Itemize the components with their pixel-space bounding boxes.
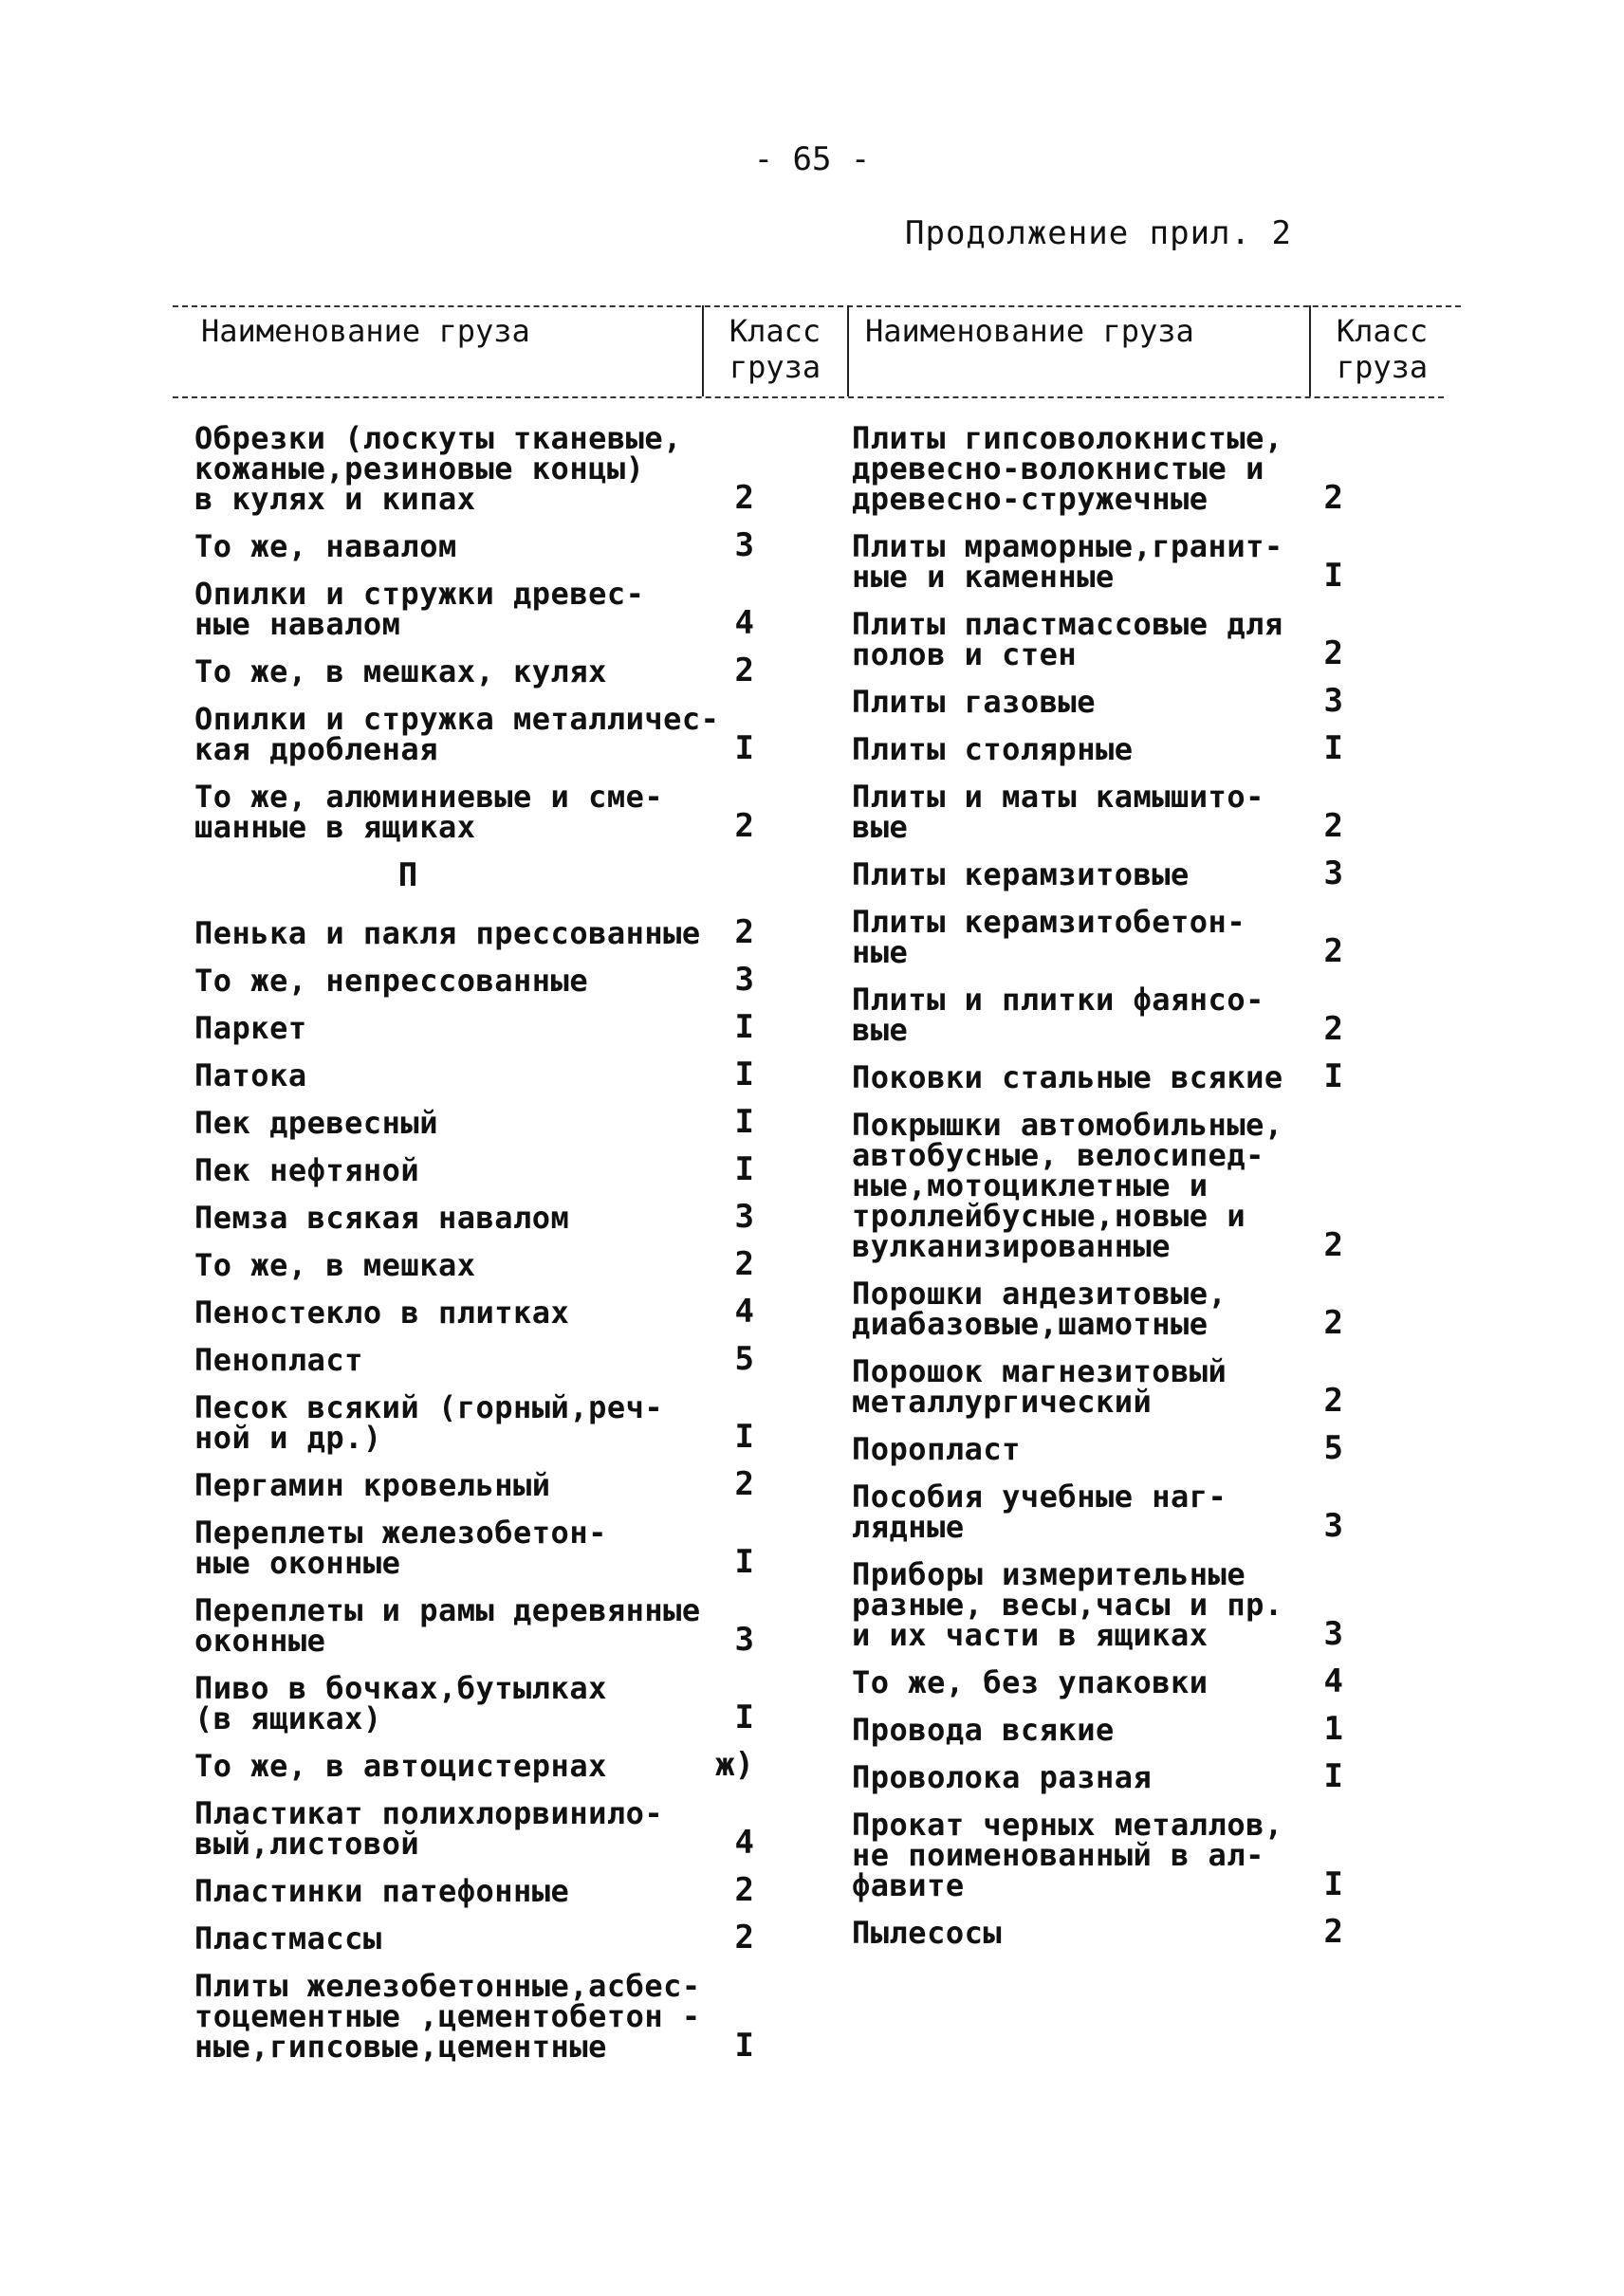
cargo-class: I: [734, 2027, 754, 2065]
cargo-name: То же, алюминиевые и сме- шанные в ящиках: [194, 779, 664, 845]
cargo-class: 2: [734, 652, 754, 689]
table-row: [852, 982, 1343, 1048]
table-row: [852, 682, 1343, 720]
cargo-name: Песок всякий (горный,реч- ной и др.): [194, 1389, 664, 1456]
cargo-name: Опилки и стружка металличес- кая дробленая: [194, 701, 720, 767]
cargo-name: Пергамин кровельный: [194, 1467, 551, 1503]
table-row: [194, 1968, 754, 2065]
right-column: [852, 420, 1343, 1965]
table-top-rule: [173, 305, 1461, 307]
cargo-class: 5: [734, 1340, 754, 1378]
cargo-class: I: [734, 1008, 754, 1046]
cargo-class: 4: [734, 1293, 754, 1331]
left-column: [194, 420, 754, 2079]
cargo-name: Пиво в бочках,бутылках (в ящиках): [194, 1670, 607, 1736]
table-row: [852, 1556, 1343, 1653]
table-row: [194, 1670, 754, 1736]
table-row: [194, 1008, 754, 1046]
table-row: [852, 1479, 1343, 1545]
cargo-class: I: [1323, 557, 1343, 595]
cargo-class: I: [1323, 1757, 1343, 1795]
table-row: [852, 779, 1343, 845]
cargo-class: 4: [734, 604, 754, 642]
cargo-name: Опилки и стружки древес- ные навалом: [194, 576, 645, 642]
table-row: [852, 1913, 1343, 1951]
table-row: [194, 1871, 754, 1909]
table-row: [852, 1757, 1343, 1795]
cargo-name: Пеностекло в плитках: [194, 1295, 570, 1331]
cargo-class: 2: [734, 479, 754, 517]
table-row: [852, 420, 1343, 517]
cargo-name: Пенька и пакля прессованные: [194, 915, 701, 951]
cargo-class: 2: [1323, 1304, 1343, 1342]
cargo-name: То же, без упаковки: [852, 1664, 1209, 1700]
cargo-name: Плиты столярные: [852, 731, 1134, 767]
section-letter: П: [397, 856, 418, 894]
cargo-name: То же, навалом: [194, 528, 457, 564]
cargo-name: Порошки андезитовые, диабазовые,шамотные: [852, 1276, 1227, 1342]
cargo-class: 2: [734, 1919, 754, 1956]
table-row: [852, 1057, 1343, 1095]
table-row: [194, 1103, 754, 1141]
table-row: [194, 913, 754, 951]
cargo-name: Проволока разная: [852, 1759, 1153, 1795]
cargo-class: 2: [734, 1871, 754, 1909]
cargo-name: Пек древесный: [194, 1105, 438, 1141]
cargo-class: I: [734, 1418, 754, 1456]
header-class-left: Класс груза: [729, 313, 821, 385]
cargo-name: Плиты газовые: [852, 684, 1096, 720]
cargo-name: Пылесосы: [852, 1915, 1003, 1951]
table-row: [194, 961, 754, 999]
cargo-class: 3: [734, 526, 754, 564]
table-row: [852, 606, 1343, 672]
cargo-name: Пек нефтяной: [194, 1152, 420, 1188]
cargo-class: 3: [1323, 854, 1343, 892]
cargo-name: Плиты и плитки фаянсо- вые: [852, 982, 1264, 1048]
table-row: [852, 1353, 1343, 1420]
cargo-name: То же, в мешках, кулях: [194, 653, 607, 689]
cargo-class: I: [1323, 1057, 1343, 1095]
cargo-class: 3: [1323, 1507, 1343, 1545]
cargo-class: 1: [1323, 1710, 1343, 1748]
cargo-class: 2: [1323, 932, 1343, 970]
cargo-class: I: [734, 1103, 754, 1141]
cargo-name: Пластмассы: [194, 1920, 382, 1956]
cargo-name: Порошок магнезитовый металлургический: [852, 1353, 1227, 1420]
cargo-name: Пособия учебные наг- лядные: [852, 1479, 1227, 1545]
cargo-class: 2: [734, 1465, 754, 1503]
table-row: [852, 528, 1343, 595]
table-row: [194, 1198, 754, 1236]
header-name-left: Наименование груза: [201, 313, 530, 349]
cargo-name: Плиты мраморные,гранит- ные и каменные: [852, 528, 1283, 595]
table-row: [852, 1710, 1343, 1748]
cargo-name: Плиты пластмассовые для полов и стен: [852, 606, 1283, 672]
cargo-name: Плиты керамзитобетон- ные: [852, 904, 1246, 970]
cargo-class: 2: [734, 807, 754, 845]
table-row: [194, 1056, 754, 1093]
cargo-class: 2: [1323, 1382, 1343, 1420]
cargo-name: Приборы измерительные разные, весы,часы и пр. и их части в ящиках: [852, 1556, 1283, 1653]
table-row: [194, 1150, 754, 1188]
header-name-right: Наименование груза: [865, 313, 1194, 349]
cargo-class: 2: [1323, 1913, 1343, 1951]
cargo-class: I: [1323, 729, 1343, 767]
table-header-bottom-rule: [173, 396, 1444, 398]
cargo-class: I: [734, 1056, 754, 1093]
cargo-name: Прокат черных металлов, не поименованный в ал- фавите: [852, 1807, 1283, 1903]
table-row: [194, 1340, 754, 1378]
cargo-class: I: [1323, 1865, 1343, 1903]
cargo-name: Плиты железобетонные,асбес- тоцементные ,цементобетон - ные,гипсовые,цементные: [194, 1968, 701, 2065]
cargo-name: Плиты керамзитовые: [852, 856, 1190, 892]
cargo-name: Обрезки (лоскуты тканевые, кожаные,резиновые концы) в кулях и кипах: [194, 420, 682, 517]
table-row: [194, 1293, 754, 1331]
table-row: [194, 1919, 754, 1956]
table-row: [194, 420, 754, 517]
cargo-class: 2: [1323, 479, 1343, 517]
table-row: [194, 1245, 754, 1283]
cargo-class: ж): [715, 1746, 754, 1784]
table-row: [852, 854, 1343, 892]
continuation-label: Продолжение прил. 2: [905, 214, 1292, 252]
table-row: [194, 576, 754, 642]
cargo-name: Покрышки автомобильные, автобусные, велосипед- ные,мотоциклетные и троллейбусные,новые и вулканизированные: [852, 1107, 1283, 1264]
cargo-name: Плиты гипсоволокнистые, древесно-волокнистые и древесно-стружечные: [852, 420, 1283, 517]
cargo-name: Поропласт: [852, 1431, 1021, 1467]
cargo-class: I: [734, 1699, 754, 1736]
cargo-class: 3: [734, 1198, 754, 1236]
cargo-name: Поковки стальные всякие: [852, 1059, 1283, 1095]
table-row: [852, 1429, 1343, 1467]
table-row: [194, 1389, 754, 1456]
cargo-name: Пластинки патефонные: [194, 1873, 570, 1909]
cargo-name: Провода всякие: [852, 1712, 1115, 1748]
table-row: [194, 652, 754, 689]
cargo-class: I: [734, 729, 754, 767]
cargo-class: I: [734, 1543, 754, 1581]
cargo-class: 4: [734, 1824, 754, 1862]
cargo-name: Паркет: [194, 1010, 307, 1046]
cargo-class: 3: [1323, 682, 1343, 720]
table-row: [194, 1465, 754, 1503]
cargo-class: 3: [734, 1621, 754, 1659]
cargo-class: 4: [1323, 1662, 1343, 1700]
cargo-class: 2: [1323, 1226, 1343, 1264]
table-row: [194, 1592, 754, 1659]
cargo-class: 3: [734, 961, 754, 999]
cargo-name: Пенопласт: [194, 1342, 363, 1378]
cargo-class: 2: [1323, 1010, 1343, 1048]
cargo-class: 2: [1323, 634, 1343, 672]
table-row: [852, 729, 1343, 767]
table-row: [852, 1809, 1343, 1901]
cargo-name: Пемза всякая навалом: [194, 1200, 570, 1236]
header-divider-2: [847, 305, 849, 396]
cargo-class: 3: [1323, 1615, 1343, 1653]
cargo-name: Пластикат полихлорвинило- вый,листовой: [194, 1795, 664, 1862]
cargo-class: 2: [734, 913, 754, 951]
cargo-class: 5: [1323, 1429, 1343, 1467]
table-row: [852, 904, 1343, 970]
cargo-class: 2: [734, 1245, 754, 1283]
table-row: [194, 701, 754, 767]
table-row: [194, 1515, 754, 1581]
table-row: [194, 1795, 754, 1862]
cargo-class: 2: [1323, 807, 1343, 845]
table-row: [194, 779, 754, 845]
cargo-name: Переплеты железобетон- ные оконные: [194, 1515, 607, 1581]
cargo-class: I: [734, 1150, 754, 1188]
cargo-name: Плиты и маты камышито- вые: [852, 779, 1264, 845]
cargo-name: Патока: [194, 1057, 307, 1093]
table-row: [852, 1107, 1343, 1264]
cargo-name: То же, непрессованные: [194, 963, 589, 999]
table-row: [852, 1662, 1343, 1700]
cargo-name: Переплеты и рамы деревянные оконные: [194, 1592, 701, 1659]
page-number: - 65 -: [753, 140, 871, 178]
cargo-name: То же, в мешках: [194, 1247, 476, 1283]
table-row: [194, 1746, 754, 1784]
table-row: [852, 1276, 1343, 1342]
cargo-name: То же, в автоцистернах: [194, 1748, 607, 1784]
table-row: [194, 526, 754, 564]
header-class-right: Класс груза: [1336, 313, 1429, 385]
